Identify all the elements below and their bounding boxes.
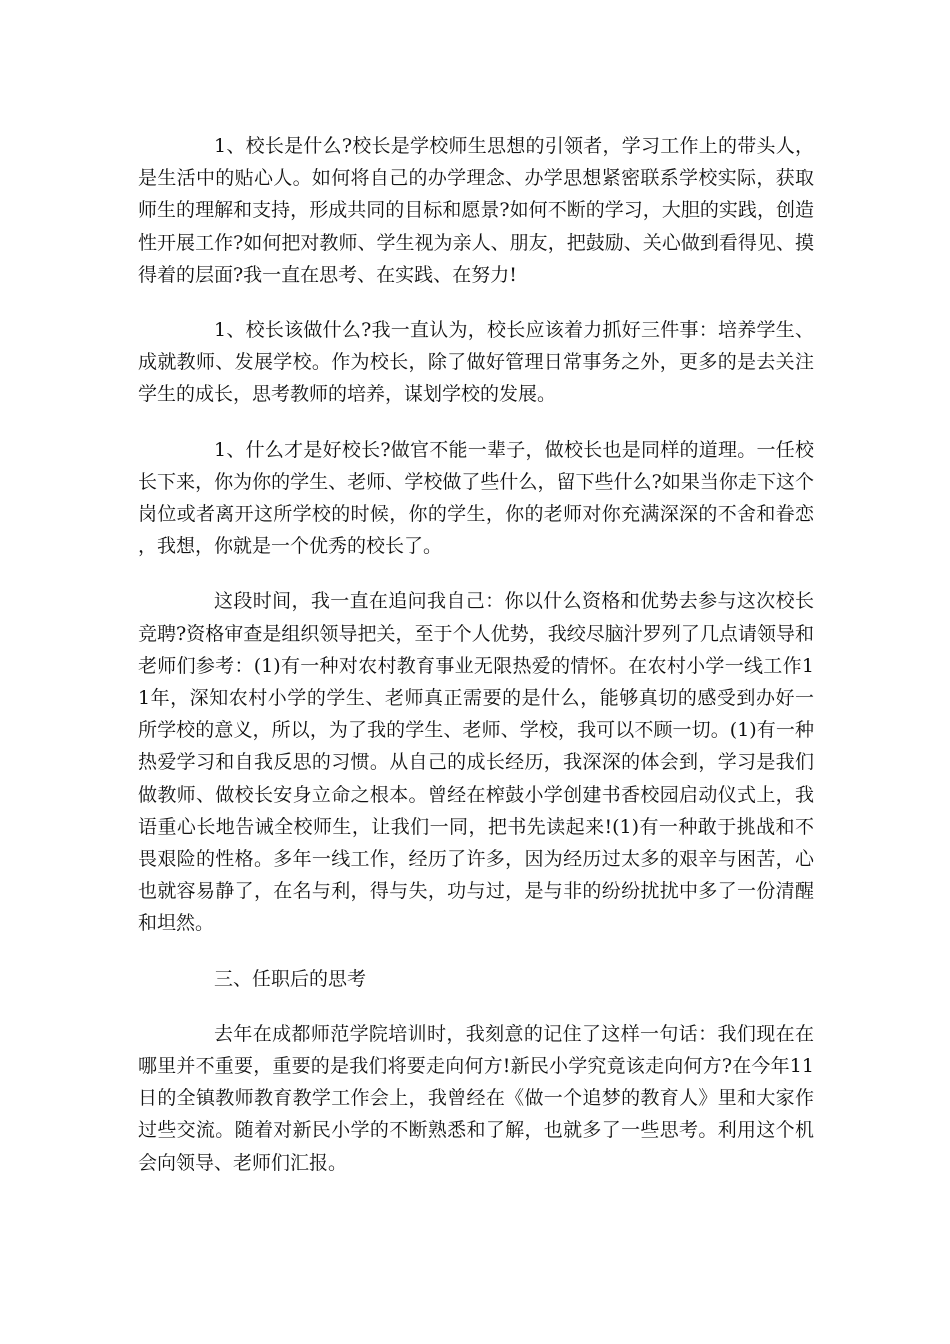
paragraph-personal-strengths: 这段时间，我一直在追问我自己：你以什么资格和优势去参与这次校长竞聘?资格审查是组织领导把关，至于个人优势，我绞尽脑汁罗列了几点请领导和老师们参考：(1)有一种对农村教育事业无限热爱的情怀。在农村小学一线工作11年，深知农村小学的学生、老师真正需要的是什么，能够真切的感受到办好一所学校的意义，所以，为了我的学生、老师、学校，我可以不顾一切。(1)有一种热爱学习和自我反思的习惯。从自己的成长经历，我深深的体会到，学习是我们做教师、做校长安身立命之根本。曾经在榨鼓小学创建书香校园启动仪式上，我语重心长地告诫全校师生，让我们一同，把书先读起来!(1)有一种敢于挑战和不畏艰险的性格。多年一线工作，经历了许多，因为经历过太多的艰辛与困苦，心也就容易静了，在名与利，得与失，功与过，是与非的纷纷扰扰中多了一份清醒和坦然。	[138, 590, 814, 935]
section-heading: 三、任职后的思考	[214, 967, 367, 990]
paragraph-principal-role: 1、校长是什么?校长是学校师生思想的引领者，学习工作上的带头人，是生活中的贴心人。如何将自己的办学理念、办学思想紧密联系学校实际，获取师生的理解和支持，形成共同的目标和愿景?如何不断的学习，大胆的实践，创造性开展工作?如何把对教师、学生视为亲人、朋友，把鼓励、关心做到看得见、摸得着的层面?我一直在思考、在实践、在努力!	[138, 135, 814, 286]
paragraph-closing: 去年在成都师范学院培训时，我刻意的记住了这样一句话：我们现在在哪里并不重要，重要的是我们将要走向何方!新民小学究竟该走向何方?在今年11日的全镇教师教育教学工作会上，我曾经在《做一个追梦的教育人》里和大家作过些交流。随着对新民小学的不断熟悉和了解，也就多了一些思考。利用这个机会向领导、老师们汇报。	[138, 1022, 814, 1174]
paragraph-principal-duties: 1、校长该做什么?我一直认为，校长应该着力抓好三件事：培养学生、成就教师、发展学校。作为校长，除了做好管理日常事务之外，更多的是去关注学生的成长，思考教师的培养，谋划学校的发展。	[138, 319, 814, 406]
document-body	[138, 130, 814, 1202]
paragraph-good-principal: 1、什么才是好校长?做官不能一辈子，做校长也是同样的道理。一任校长下来，你为你的学生、老师、学校做了些什么，留下些什么?如果当你走下这个岗位或者离开这所学校的时候，你的学生，你的老师对你充满深深的不舍和眷恋，我想，你就是一个优秀的校长了。	[138, 438, 814, 558]
